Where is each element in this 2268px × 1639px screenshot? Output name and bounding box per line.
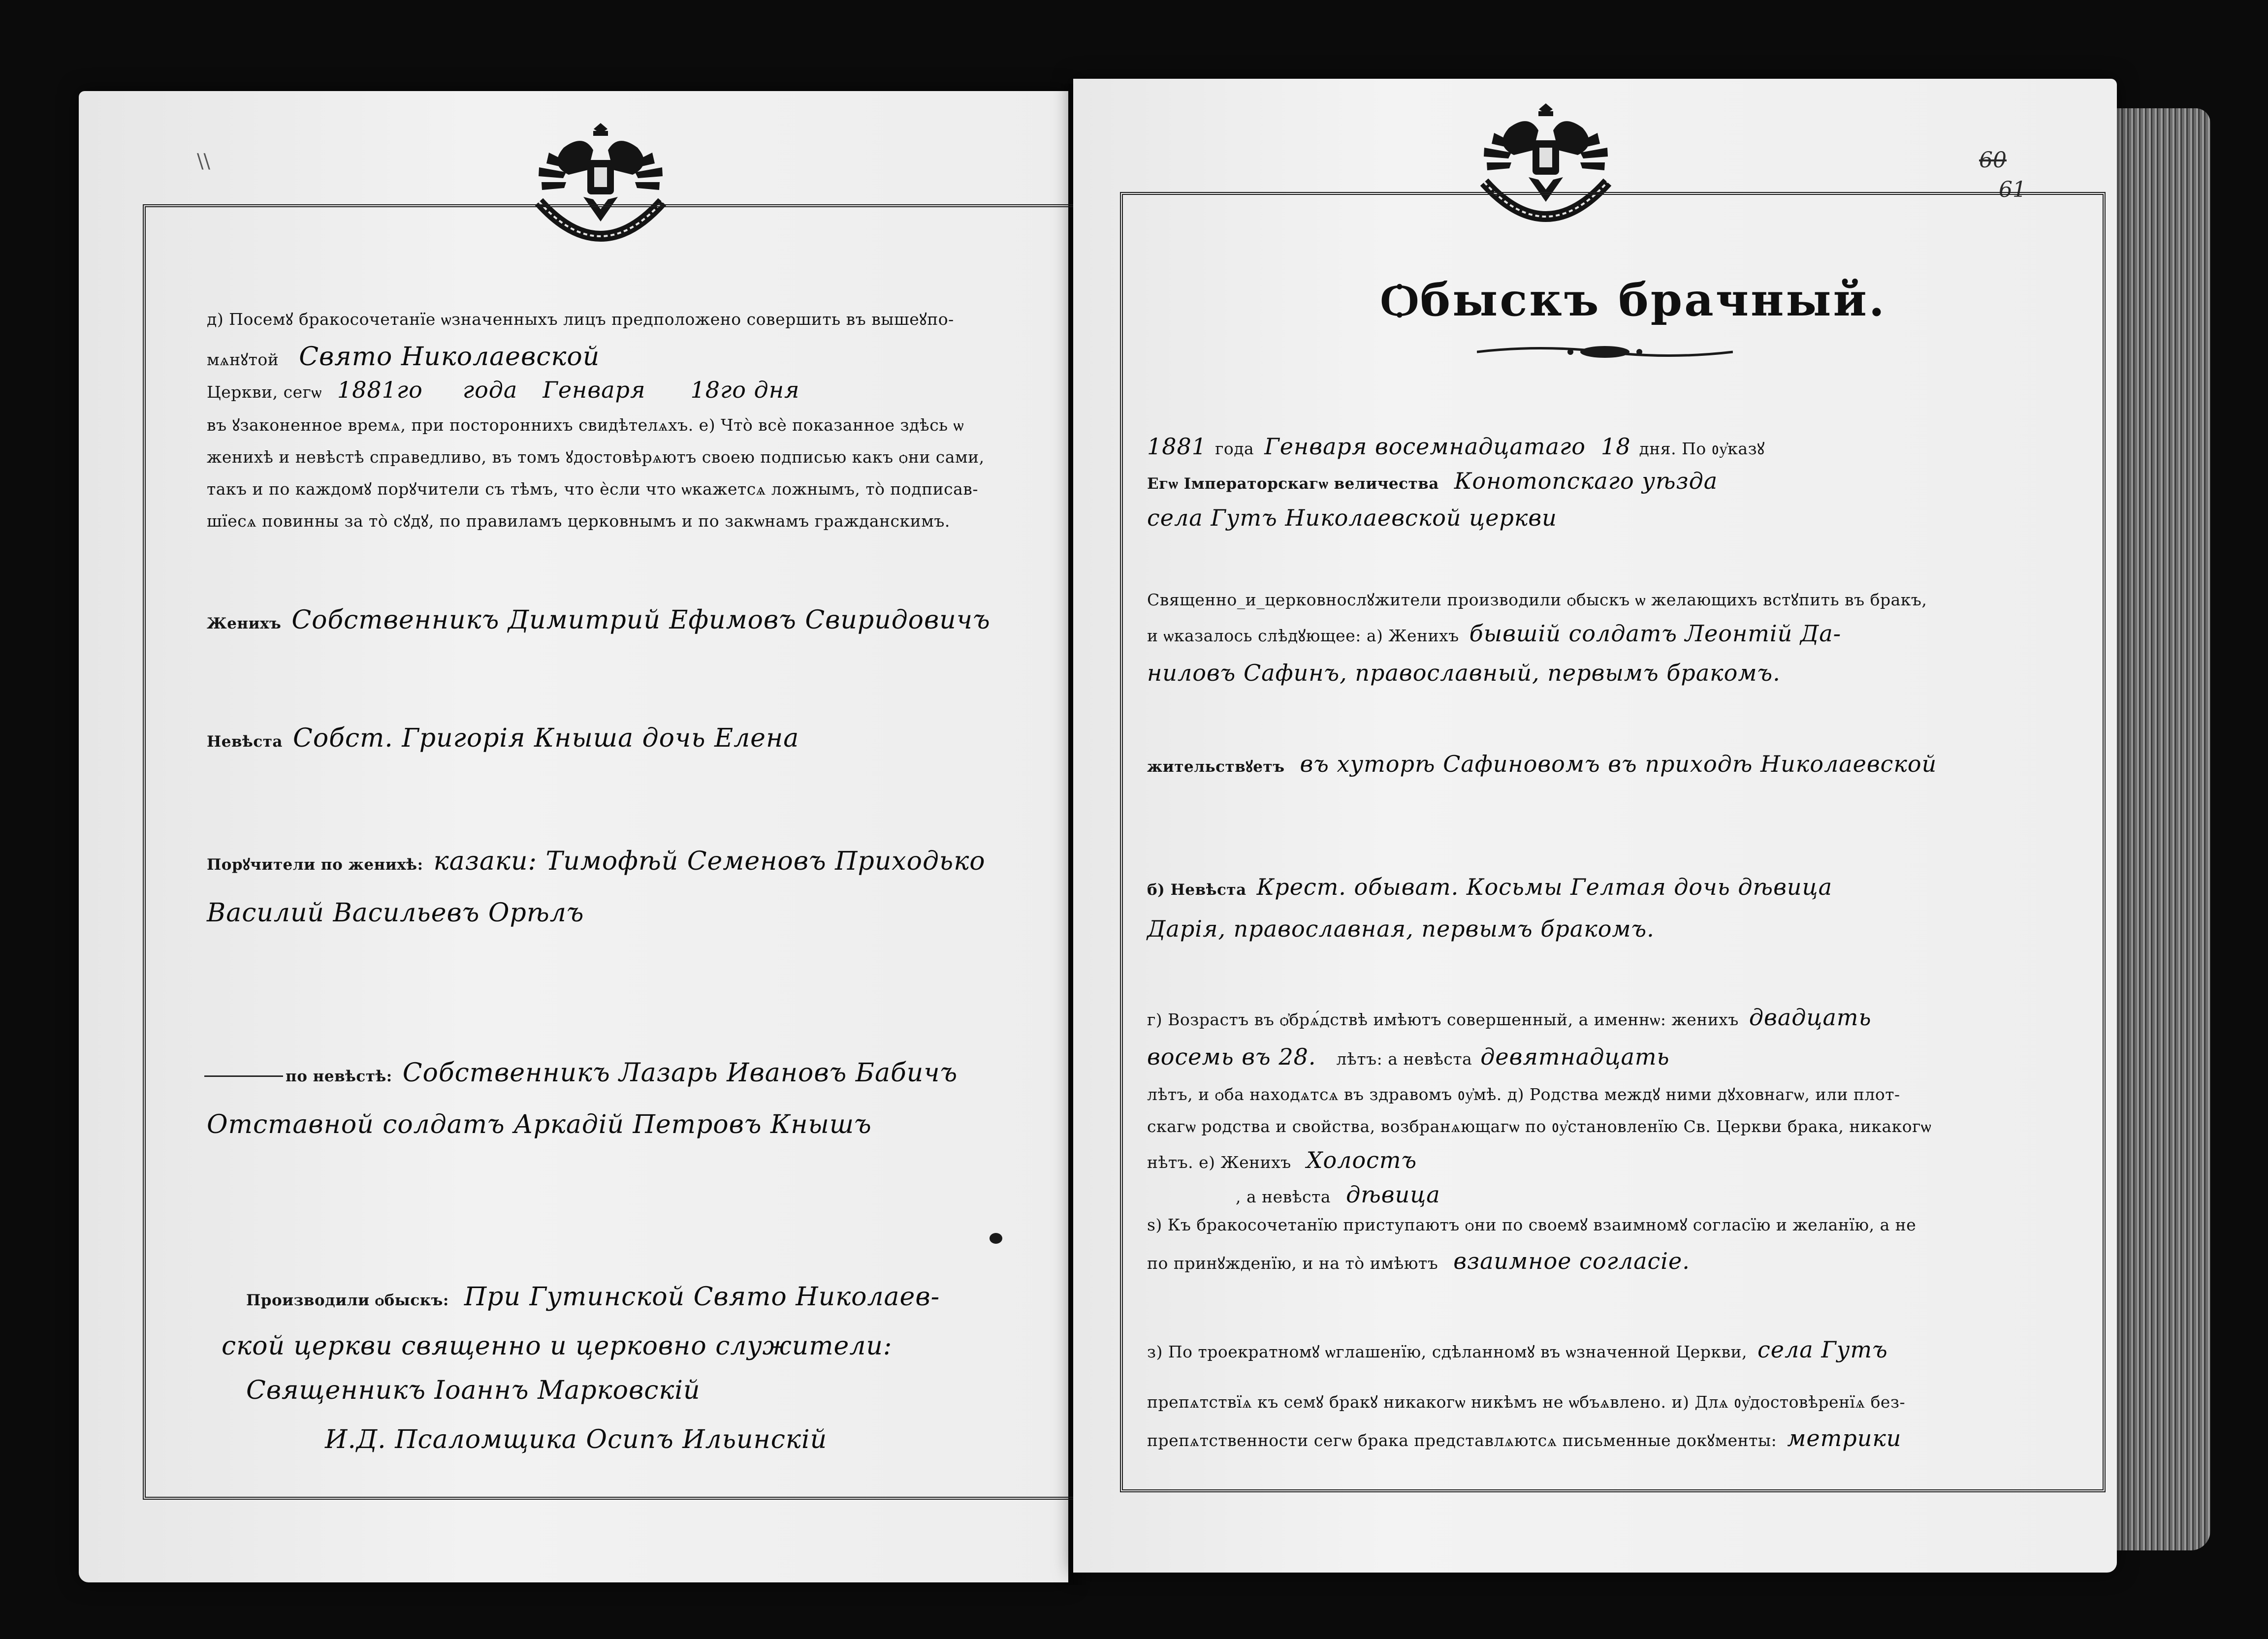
left-para-d-line3 [207, 377, 799, 403]
performers-clergy: ской церкви священно и церковно служители: [222, 1331, 893, 1361]
age-line3: лѣтъ, и ѻба находѧтсѧ въ здравомъ ᲂу҆мѣ. д) Родства междꙋ ними дꙋховнагѡ, или плот- [1147, 1085, 1900, 1104]
handwritten-groom-cont: ниловъ Сафинъ, православный, первымъ бракомъ. [1147, 660, 1781, 686]
ink-blot [990, 1233, 1002, 1244]
handwritten-day: 18 [1600, 433, 1631, 460]
left-para-d-line4: въ ꙋзаконенное времѧ, при постороннихъ свидѣтелѧхъ. е) Что̀ всѐ показанное здѣсь ѡ [207, 415, 964, 435]
handwritten-year: 1881 [1147, 433, 1207, 460]
groom-name: Собственникъ Димитрий Ефимовъ Свиридовичъ [291, 605, 990, 635]
sheet-number-struck: 60 [1979, 148, 2007, 173]
handwritten-district: Конотопскаго уѣзда [1454, 468, 1718, 494]
bride-row [207, 724, 799, 753]
printed-text: препѧтственности сегѡ брака представлѧютсѧ письменные докꙋменты: [1147, 1431, 1777, 1450]
status-line2 [1236, 1181, 1440, 1208]
search-line2 [1147, 620, 1841, 647]
handwritten-groom-age-num: восемь въ 28. [1147, 1043, 1316, 1070]
intro-line1 [1147, 433, 1765, 460]
search-line3 [1147, 660, 1781, 686]
handwritten-groom-status: Холостъ [1306, 1147, 1417, 1173]
priest-signature: Священникъ Іоаннъ Марковскій [246, 1376, 701, 1405]
printed-text: Егѡ Імператорскагѡ величества [1147, 475, 1439, 493]
groom-label: Женихъ [207, 615, 282, 632]
handwritten-groom-age: двадцать [1749, 1004, 1872, 1031]
intro-line2 [1147, 468, 1718, 494]
performers-row2 [222, 1331, 892, 1361]
printed-text: , а невѣста [1236, 1187, 1331, 1206]
printed-text: нѣтъ. е) Женихъ [1147, 1153, 1291, 1172]
right-page-frame [1120, 192, 2106, 1492]
bride-guarantors-row [286, 1058, 958, 1088]
consent-line1: ѕ) Къ бракосочетанїю приступаютъ ѻни по своемꙋ взаимномꙋ согласїю и желанїю, а не [1147, 1215, 1917, 1234]
groom-guarantors-label: Порꙋчители по женихѣ: [207, 856, 423, 874]
printed-text: з) По троекратномꙋ ѡглашенїю, сдѣланномꙋ въ ѡзначенной Церкви, [1147, 1342, 1748, 1361]
handwritten-church-name: Свято Николаевской [299, 342, 600, 372]
age-line4: скагѡ родства и свойства, возбранѧющагѡ по ᲂу҆становленїю Св. Церкви брака, никакогѡ [1147, 1117, 1932, 1136]
handwritten-day: 18го дня [690, 377, 800, 403]
document-title: Ѻбыскъ брачный. [1381, 273, 1886, 326]
page-edges [2117, 108, 2210, 1550]
consent-line2 [1147, 1248, 1690, 1274]
residence-label: жительствꙋетъ [1147, 758, 1285, 776]
printed-text: по принꙋжденїю, и на то̀ имѣютъ [1147, 1254, 1438, 1273]
handwritten-groom: бывшій солдатъ Леонтій Да- [1469, 620, 1842, 647]
printed-text: Церкви, сегѡ [207, 382, 322, 402]
performers-church: При Гутинской Свято Николаев- [464, 1282, 940, 1312]
handwritten-month: Генваря [543, 377, 646, 403]
performers-row4 [325, 1425, 827, 1454]
handwritten-documents: метрики [1787, 1425, 1902, 1451]
groom-guarantors-row [207, 847, 986, 876]
performers-row3 [246, 1376, 701, 1405]
handwritten-bride-status: дѣвица [1346, 1181, 1440, 1208]
left-para-d-line1: д) Посемꙋ бракосочетанїе ѡзначенныхъ лицъ предположено совершить въ вышеꙋпо- [207, 310, 954, 329]
printed-text: г) Возрастъ въ ѻ҆брѧ́дствѣ имѣютъ совершенный, а именнѡ: женихъ [1147, 1010, 1739, 1029]
groom-row [207, 605, 990, 635]
right-page [1073, 79, 2117, 1573]
status-line1 [1147, 1147, 1417, 1173]
intro-line3 [1147, 504, 1557, 531]
bride-label-right: б) Невѣста [1147, 881, 1246, 899]
handwritten-bride-age: девятнадцать [1480, 1043, 1670, 1070]
impediments-line1: препѧтствїѧ къ семꙋ бракꙋ никакогѡ никѣмъ не ѡбъѧвлено. и) Длѧ ᲂу҆достовѣренїѧ без- [1147, 1392, 1906, 1412]
bride-name: Собст. Григорія Кныша дочь Елена [293, 724, 799, 753]
performers-label: Производили ѻбыскъ: [246, 1292, 449, 1309]
printed-text: дня. По ᲂу҆казꙋ [1639, 439, 1765, 458]
bride-label: Невѣста [207, 733, 283, 751]
handwritten-bride-cont: Дарія, православная, первымъ бракомъ. [1147, 915, 1655, 942]
printed-text: лѣтъ: а невѣста [1336, 1049, 1472, 1069]
bride-guarantors-names: Собственникъ Лазарь Ивановъ Бабичъ [402, 1058, 958, 1088]
psalmist-signature: И.Д. Псаломщика Осипъ Ильинскій [325, 1425, 828, 1454]
residence-row [1147, 751, 1937, 777]
printed-text: года [1215, 439, 1254, 458]
bride-row-right [1147, 874, 1832, 900]
bride-guarantors-label: по невѣстѣ: [286, 1068, 392, 1085]
performers-row [246, 1282, 940, 1312]
handwritten-banns-church: села Гутъ [1757, 1336, 1888, 1363]
guarantor-blank-line [204, 1075, 283, 1077]
left-para-d-line5: женихѣ и невѣстѣ справедливо, въ томъ ꙋдостовѣрѧютъ своею подписью какъ ѻни сами, [207, 447, 985, 467]
corner-mark: \\ [197, 150, 210, 173]
left-para-d-line2 [207, 342, 600, 372]
title-ornament [1477, 342, 1733, 362]
handwritten-residence: въ хуторѣ Сафиновомъ въ приходѣ Николаевской [1300, 751, 1937, 777]
handwritten-bride: Крест. обыват. Косьмы Гелтая дочь дѣвица [1256, 874, 1833, 900]
age-line1 [1147, 1004, 1872, 1031]
sheet-number: 61 [1999, 177, 2026, 202]
printed-text: и ѡказалось слѣдꙋющее: а) Женихъ [1147, 626, 1459, 645]
banns-line [1147, 1336, 1888, 1363]
groom-guarantors-names: казаки: Тимофѣй Семеновъ Приходько [433, 847, 986, 876]
printed-text: мѧнꙋтой [207, 350, 279, 369]
left-para-d-line6: такъ и по каждомꙋ порꙋчители съ тѣмъ, что ѐсли что ѡкажетсѧ ложнымъ, то̀ подписав- [207, 479, 978, 499]
handwritten-parish: села Гутъ Николаевской церкви [1147, 504, 1557, 531]
age-line2 [1147, 1043, 1670, 1070]
handwritten-month: Генваря восемнадцатаго [1264, 433, 1586, 460]
handwritten-consent: взаимное согласіе. [1453, 1248, 1690, 1274]
left-page [79, 91, 1068, 1582]
bride-row-right-2 [1147, 915, 1655, 942]
handwritten-year: 1881го [337, 377, 423, 403]
impediments-line2 [1147, 1425, 1901, 1451]
bride-guarantors-row2 [207, 1110, 872, 1139]
search-line1: Священно_и_церковнослꙋжители производили ѻбыскъ ѡ желающихъ встꙋпить въ бракъ, [1147, 590, 1927, 609]
left-para-d-line7: шїесѧ повинны за то̀ сꙋдꙋ, по правиламъ церковнымъ и по закѡнамъ гражданскимъ. [207, 511, 950, 531]
bride-guarantor-second: Отставной солдатъ Аркадій Петровъ Кнышъ [207, 1110, 872, 1139]
groom-guarantors-row2 [207, 898, 584, 928]
groom-guarantor-second: Василий Васильевъ Орѣлъ [207, 898, 584, 928]
handwritten-text: года [462, 377, 518, 403]
